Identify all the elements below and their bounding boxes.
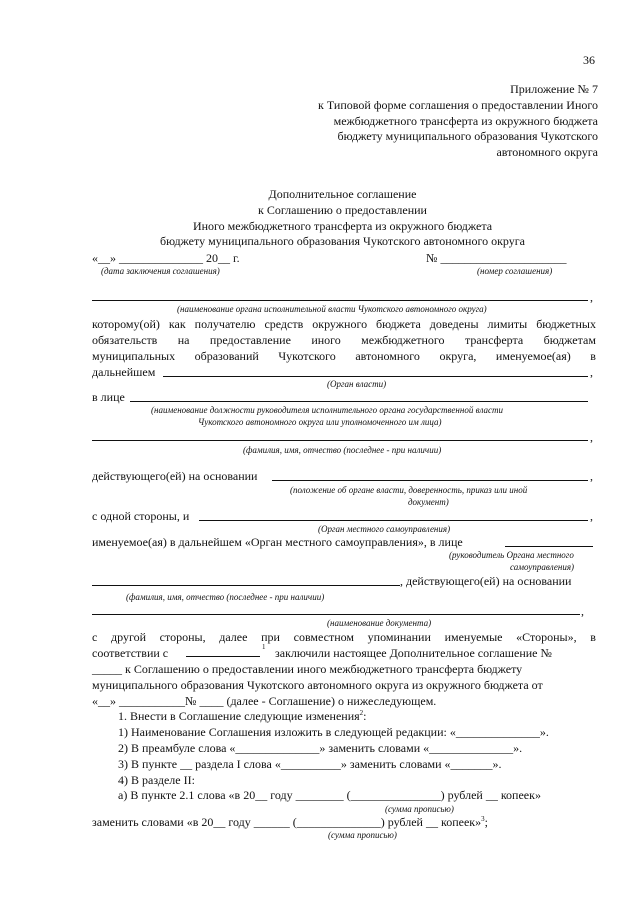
word: другой xyxy=(111,630,146,644)
caption-head: (руководитель Органа местного xyxy=(449,550,574,560)
accordance-a: соответствии с xyxy=(92,646,169,660)
word: в xyxy=(590,630,596,644)
title-line: Иного межбюджетного трансферта из окружного бюджета xyxy=(192,219,493,233)
word: именуемые xyxy=(444,630,503,644)
word: автономного xyxy=(355,349,420,363)
caption-local-organ: (Орган местного самоуправления) xyxy=(318,524,451,534)
paragraph-line: муниципального образования Чукотского автономного округа из окружного бюджета от xyxy=(92,678,543,692)
footnote-mark: 1 xyxy=(262,643,266,651)
appendix-line: Приложение № 7 xyxy=(510,82,598,96)
word: с xyxy=(92,630,98,644)
page-number: 36 xyxy=(583,53,595,67)
comma: , xyxy=(590,430,593,444)
word: при xyxy=(261,630,280,644)
basis-doc-blank xyxy=(186,656,260,657)
word: на xyxy=(177,333,190,347)
caption-organ-name: (наименование органа исполнительной власти Чукотского автономного округа) xyxy=(177,304,487,314)
appendix-line: межбюджетного трансферта из окружного бюджета xyxy=(333,114,598,128)
title-line: к Соглашению о предоставлении xyxy=(258,203,427,217)
word: окружного xyxy=(312,317,368,331)
appendix-line: бюджету муниципального образования Чукотского xyxy=(337,129,598,143)
word: далее xyxy=(219,630,248,644)
word: упоминании xyxy=(367,630,431,644)
word: доведены xyxy=(429,317,479,331)
caption-position: Чукотского автономного округа или уполномоченного им лица) xyxy=(198,417,442,427)
paragraph-line: дальнейшем xyxy=(92,365,156,379)
caption-fio: (фамилия, имя, отчество (последнее - при наличии) xyxy=(243,445,442,455)
item-1-end: : xyxy=(363,709,367,723)
word: обязательств xyxy=(92,333,158,347)
word: образований xyxy=(194,349,259,363)
organ-blank xyxy=(163,376,588,377)
item-1-1: 1) Наименование Соглашения изложить в следующей редакции: «______________». xyxy=(118,725,549,739)
item-1-3: 3) В пункте __ раздела I слова «__________» заменить словами «_______». xyxy=(118,757,502,771)
basis-blank xyxy=(272,480,588,481)
caption-basis: (положение об органе власти, доверенность, приказ или иной xyxy=(290,485,528,495)
doc-name-blank xyxy=(92,614,580,615)
word: Чукотского xyxy=(278,349,336,363)
appendix-line: автономного округа xyxy=(496,145,598,159)
paragraph-line xyxy=(92,317,596,331)
word: бюджетам xyxy=(543,333,596,347)
item-1-4: 4) В разделе II: xyxy=(118,773,195,787)
word: муниципальных xyxy=(92,349,176,363)
item-1 xyxy=(118,709,366,723)
replace-line xyxy=(92,815,488,829)
word: иного xyxy=(311,333,341,347)
caption-date: (дата заключения соглашения) xyxy=(101,266,220,276)
word: именуемое(ая) xyxy=(495,349,571,363)
one-side-label: с одной стороны, и xyxy=(92,509,190,523)
replace-text: заменить словами «в 20__ году ______ (______________) рублей __ копеек» xyxy=(92,815,482,829)
appendix-line: к Типовой форме соглашения о предоставлении Иного xyxy=(318,98,598,112)
word: трансферта xyxy=(464,333,524,347)
head-blank xyxy=(505,546,593,547)
paragraph-line: «__» ___________№ ____ (далее - Соглашение) о нижеследующем. xyxy=(92,694,437,708)
comma: , xyxy=(590,509,593,523)
word: которому(ой) xyxy=(92,317,160,331)
caption-sum1: (сумма прописью) xyxy=(385,804,454,814)
word: получателю xyxy=(194,317,256,331)
caption-sum2: (сумма прописью) xyxy=(328,830,397,840)
acting2-label: , действующего(ей) на основании xyxy=(400,574,572,588)
caption-organ: (Орган власти) xyxy=(327,379,387,389)
item-1-4a: а) В пункте 2.1 слова «в 20__ году ________ (_______________) рублей __ копеек» xyxy=(118,788,541,802)
word: стороны, xyxy=(159,630,206,644)
paragraph-line: _____ к Соглашению о предоставлении иного межбюджетного трансферта бюджету xyxy=(92,662,523,676)
comma: , xyxy=(590,469,593,483)
organ-name-blank xyxy=(92,300,588,301)
local-organ-blank xyxy=(199,520,588,521)
date-field: «__» ______________ 20__ г. xyxy=(92,251,240,265)
paragraph-line xyxy=(92,630,596,644)
number-field: № _____________________ xyxy=(426,251,567,265)
word: лимиты xyxy=(487,317,528,331)
word: округа, xyxy=(439,349,477,363)
caption-fio2: (фамилия, имя, отчество (последнее - при наличии) xyxy=(126,592,325,602)
paragraph-line xyxy=(92,333,596,347)
replace-end: ; xyxy=(484,815,488,829)
acting-label: действующего(ей) на основании xyxy=(92,469,258,483)
word: бюджета xyxy=(376,317,421,331)
word: предоставление xyxy=(209,333,291,347)
fio-blank xyxy=(92,440,588,441)
caption-head: самоуправления) xyxy=(510,562,575,572)
named-local-line: именуемое(ая) в дальнейшем «Орган местного самоуправления», в лице xyxy=(92,535,463,549)
caption-position: (наименование должности руководителя исполнительного органа государственной власти xyxy=(151,405,504,415)
caption-doc-name: (наименование документа) xyxy=(327,618,432,628)
word: совместном xyxy=(293,630,354,644)
fio2-blank xyxy=(92,585,400,586)
comma: , xyxy=(590,290,593,304)
paragraph-line xyxy=(92,349,596,363)
accordance-b: заключили настоящее Дополнительное соглашение № xyxy=(275,646,552,660)
position-blank xyxy=(130,401,588,402)
footnote-2: 2 xyxy=(359,709,364,717)
comma: , xyxy=(590,365,593,379)
word: средств xyxy=(264,317,304,331)
v-lice-label: в лице xyxy=(92,390,125,404)
item-1-text: 1. Внести в Соглашение следующие изменения xyxy=(118,709,360,723)
word: в xyxy=(590,349,596,363)
word: бюджетных xyxy=(536,317,596,331)
caption-basis: документ) xyxy=(408,497,449,507)
caption-number: (номер соглашения) xyxy=(477,266,553,276)
word: межбюджетного xyxy=(361,333,445,347)
footnote-3: 3 xyxy=(481,815,485,823)
title-line: Дополнительное соглашение xyxy=(268,187,417,201)
comma: , xyxy=(581,604,584,618)
word: как xyxy=(168,317,186,331)
title-line: бюджету муниципального образования Чукотского автономного округа xyxy=(159,234,525,248)
item-1-2: 2) В преамбуле слова «______________» заменить словами «______________». xyxy=(118,741,523,755)
word: «Стороны», xyxy=(516,630,577,644)
